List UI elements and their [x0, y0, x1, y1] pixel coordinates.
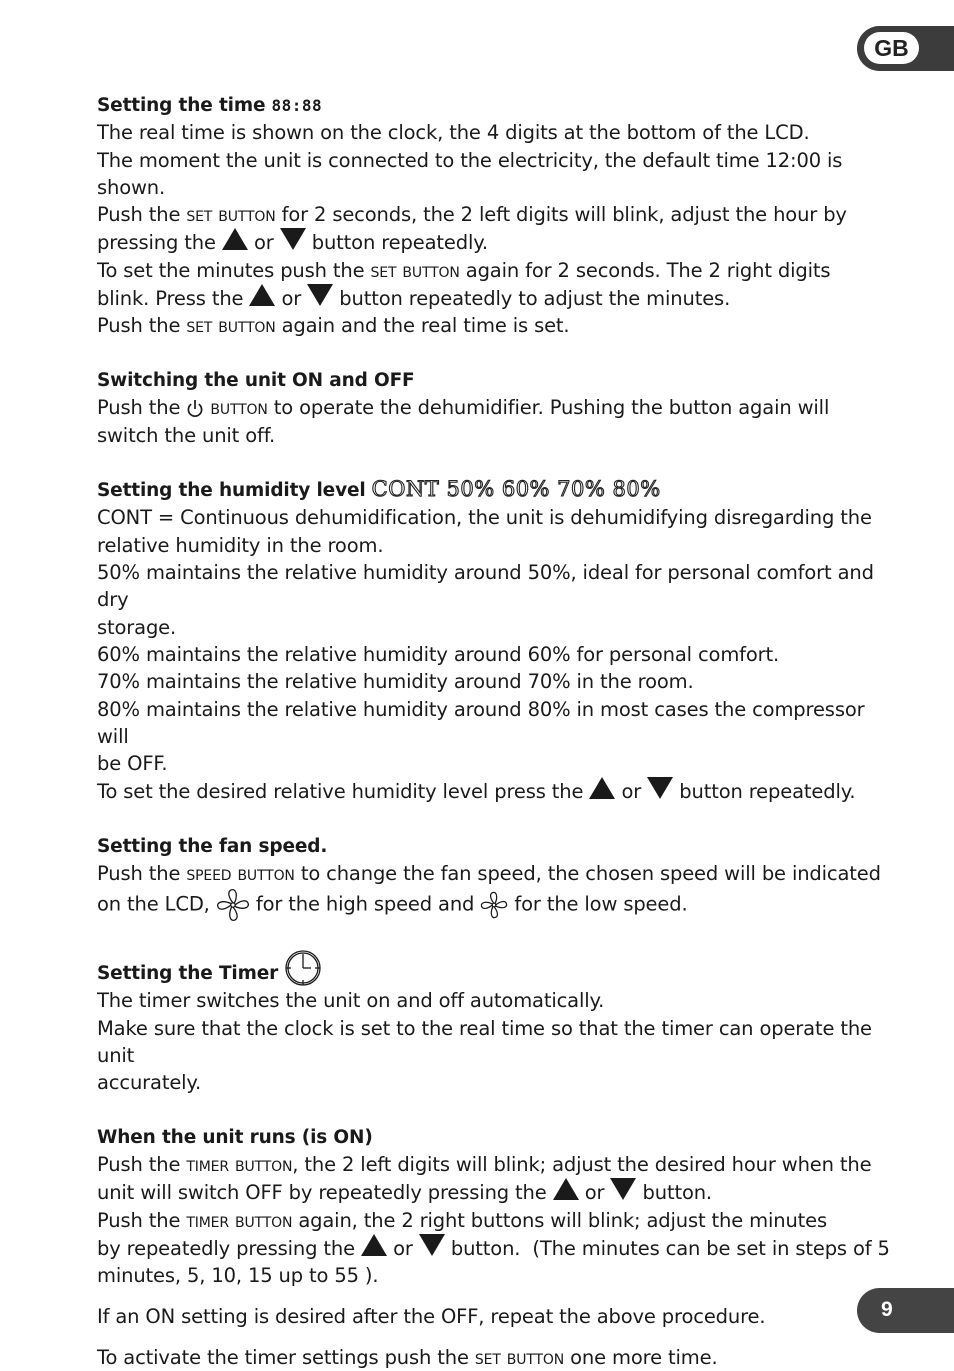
text: , the 2 left digits will blink; adjust the desired hour when the [292, 1152, 872, 1176]
timer-heading: Setting the Timer [97, 962, 279, 984]
power-button-label: button [210, 396, 268, 420]
timer-button-label: timer button [186, 1208, 293, 1232]
time-text-3 [97, 201, 897, 228]
text: To set the minutes push the [97, 258, 365, 282]
down-triangle-icon [610, 1178, 636, 1200]
up-triangle-icon [249, 284, 275, 306]
power-heading: Switching the unit ON and OFF [97, 369, 415, 391]
text: to change the fan speed, the chosen speed will be indicated [300, 862, 881, 886]
spacer [97, 806, 897, 833]
page-number-tab [857, 1288, 954, 1333]
text: for the low speed. [514, 892, 688, 916]
language-tab [857, 26, 954, 71]
text: button repeatedly. [311, 231, 488, 255]
humidity-text-6: 70% maintains the relative humidity around 70% in the room. [97, 670, 694, 694]
text: one more time. [570, 1345, 718, 1369]
down-triangle-icon [419, 1234, 445, 1256]
time-heading-line [97, 91, 897, 119]
humidity-heading-line [97, 476, 897, 504]
timer-text-2: Make sure that the clock is set to the real time so that the timer can operate the unit [97, 1016, 872, 1067]
text: button. [642, 1181, 712, 1205]
timer-text-1: The timer switches the unit on and off automatically. [97, 989, 605, 1013]
time-text-2: The moment the unit is connected to the electricity, the default time 12:00 is shown. [97, 148, 843, 199]
text: or [621, 780, 642, 804]
fan-heading: Setting the fan speed. [97, 836, 328, 858]
humidity-text-1: CONT = Continuous dehumidification, the unit is dehumidifying disregarding the [97, 506, 872, 530]
humidity-text-4: storage. [97, 615, 177, 639]
fan-high-icon [216, 888, 250, 922]
time-heading: Setting the time [97, 95, 266, 116]
text: or [253, 231, 274, 255]
time-text-6 [97, 284, 897, 312]
text: To set the desired relative humidity level press the [97, 780, 584, 804]
text: blink. Press the [97, 287, 244, 311]
down-triangle-icon [647, 777, 673, 799]
fan-text-1 [97, 860, 897, 887]
humidity-text-7: 80% maintains the relative humidity around 80% in most cases the compressor will [97, 697, 865, 748]
timer-clock-icon [284, 949, 322, 987]
text: To activate the timer settings push the [97, 1345, 469, 1369]
humidity-text-9 [97, 777, 897, 805]
text: Push the [97, 862, 181, 886]
spacer [97, 1289, 897, 1303]
humidity-heading: Setting the humidity level [97, 480, 366, 502]
text: for the high speed and [255, 892, 475, 916]
set-button-label: set button [474, 1345, 565, 1369]
set-button-label: set button [186, 203, 276, 227]
text: or [281, 287, 302, 311]
up-triangle-icon [361, 1234, 387, 1256]
on-text-3 [97, 1207, 897, 1234]
timer-button-label: timer button [186, 1152, 293, 1176]
set-button-label: set button [186, 314, 276, 338]
humidity-text-2: relative humidity in the room. [97, 533, 384, 557]
text: button repeatedly. [679, 780, 856, 804]
spacer [97, 340, 897, 367]
on-text-5: minutes, 5, 10, 15 up to 55 ). [97, 1264, 379, 1288]
text: for 2 seconds, the 2 left digits will blink, adjust the hour by [281, 203, 847, 227]
text: on the LCD, [97, 892, 210, 916]
text: button repeatedly to adjust the minutes. [339, 287, 731, 311]
language-label: GB [864, 32, 919, 64]
text: by repeatedly pressing the [97, 1236, 355, 1260]
text: again for 2 seconds. The 2 right digits [465, 258, 831, 282]
humidity-lcd-labels: CONT 50% 60% 70% 80% [371, 477, 661, 502]
humidity-text-3: 50% maintains the relative humidity around 50%, ideal for personal comfort and dry [97, 561, 874, 612]
up-triangle-icon [222, 228, 248, 250]
time-text-4 [97, 228, 897, 256]
time-text-1: The real time is shown on the clock, the 4 digits at the bottom of the LCD. [97, 121, 810, 145]
clock-lcd-digits: 88:88 [271, 96, 323, 115]
speed-button-label: speed button [186, 862, 295, 886]
manual-content [97, 91, 897, 1371]
text: again, the 2 right buttons will blink; adjust the minutes [298, 1208, 828, 1232]
time-text-7 [97, 312, 897, 339]
spacer [97, 922, 897, 949]
text: or [393, 1236, 413, 1260]
spacer [97, 449, 897, 476]
on-text-7 [97, 1344, 897, 1371]
on-text-2 [97, 1178, 897, 1206]
time-text-5 [97, 257, 897, 284]
spacer [97, 1096, 897, 1123]
text: pressing the [97, 231, 216, 255]
down-triangle-icon [307, 284, 333, 306]
on-text-4 [97, 1234, 897, 1262]
text: unit will switch OFF by repeatedly pressing the [97, 1181, 547, 1205]
power-text-2: switch the unit off. [97, 423, 276, 447]
on-heading: When the unit runs (is ON) [97, 1126, 373, 1148]
page-number: 9 [881, 1298, 893, 1321]
text: Push the [97, 1152, 181, 1176]
text: Push the [97, 1208, 181, 1232]
text: Push the [97, 314, 181, 338]
timer-text-3: accurately. [97, 1071, 202, 1095]
text: button. (The minutes can be set in steps of 5 [450, 1236, 890, 1260]
set-button-label: set button [370, 258, 460, 282]
fan-text-2 [97, 888, 897, 922]
fan-low-icon [480, 891, 508, 919]
text: Push the [97, 203, 181, 227]
power-icon [186, 399, 204, 419]
on-text-6: If an ON setting is desired after the OFF, repeat the above procedure. [97, 1305, 766, 1329]
spacer [97, 1330, 897, 1344]
down-triangle-icon [280, 228, 306, 250]
power-text-1 [97, 394, 897, 421]
text: to operate the dehumidifier. Pushing the button again will [273, 396, 830, 420]
text: again and the real time is set. [281, 314, 570, 338]
text: or [584, 1181, 605, 1205]
humidity-text-8: be OFF. [97, 752, 168, 776]
up-triangle-icon [589, 777, 615, 799]
timer-heading-line [97, 949, 897, 987]
text: Push the [97, 396, 181, 420]
humidity-text-5: 60% maintains the relative humidity around 60% for personal comfort. [97, 642, 780, 666]
on-text-1 [97, 1151, 897, 1178]
up-triangle-icon [553, 1178, 579, 1200]
